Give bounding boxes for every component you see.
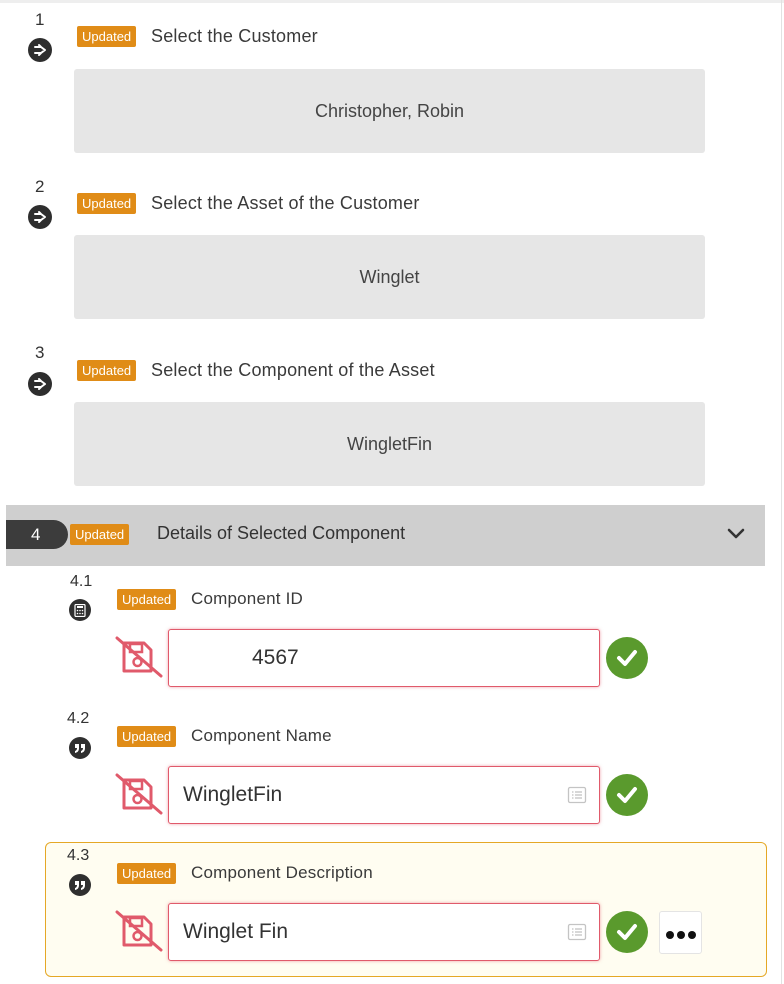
list-icon[interactable]: [567, 922, 587, 942]
updated-badge: Updated: [117, 589, 176, 610]
right-scroll-edge: [781, 0, 782, 984]
field-title: Component ID: [191, 589, 304, 608]
field-value: Winglet Fin: [183, 920, 289, 943]
step-number: 3: [35, 343, 45, 362]
choice-label: Winglet: [359, 266, 420, 287]
check-icon[interactable]: [606, 774, 648, 816]
updated-badge: Updated: [77, 360, 136, 381]
section-title: Details of Selected Component: [157, 523, 406, 543]
step-number: 1: [35, 10, 45, 29]
top-divider: [0, 0, 784, 3]
chevron-down-icon[interactable]: [722, 519, 750, 547]
list-icon[interactable]: [567, 785, 587, 805]
updated-badge: Updated: [117, 863, 176, 884]
updated-badge: Updated: [117, 726, 176, 747]
updated-badge: Updated: [77, 26, 136, 47]
step-title: Select the Customer: [151, 26, 318, 46]
field-title: Component Name: [191, 726, 332, 745]
component-description-input[interactable]: [168, 903, 600, 961]
choice-label: WingletFin: [346, 433, 433, 454]
quote-icon: [69, 737, 91, 759]
choice-label: Christopher, Robin: [314, 100, 465, 121]
customer-choice-button[interactable]: [74, 69, 705, 153]
navigate-arrow-icon[interactable]: [28, 205, 52, 229]
save-disabled-icon: [114, 635, 164, 679]
component-choice-button[interactable]: [74, 402, 705, 486]
component-id-input[interactable]: [168, 629, 600, 687]
updated-badge: Updated: [77, 193, 136, 214]
component-name-input[interactable]: [168, 766, 600, 824]
step-number: 2: [35, 177, 45, 196]
more-icon: [663, 927, 699, 939]
asset-choice-button[interactable]: [74, 235, 705, 319]
section-header-details[interactable]: [6, 505, 765, 566]
step-title: Select the Asset of the Customer: [151, 193, 420, 213]
check-icon[interactable]: [606, 911, 648, 953]
calculator-icon: [69, 599, 91, 621]
navigate-arrow-icon[interactable]: [28, 38, 52, 62]
more-options-button[interactable]: [659, 911, 702, 954]
updated-badge: Updated: [70, 524, 129, 545]
field-number: 4.1: [70, 573, 93, 590]
field-value: WingletFin: [183, 783, 283, 806]
check-icon[interactable]: [606, 637, 648, 679]
step-title: Select the Component of the Asset: [151, 360, 435, 380]
field-value: 4567: [252, 646, 299, 669]
section-number: 4: [6, 520, 68, 549]
field-number: 4.2: [67, 710, 90, 727]
quote-icon: [69, 874, 91, 896]
save-disabled-icon: [114, 772, 164, 816]
field-title: Component Description: [191, 863, 373, 882]
save-disabled-icon: [114, 909, 164, 953]
field-number: 4.3: [67, 847, 90, 864]
navigate-arrow-icon[interactable]: [28, 372, 52, 396]
